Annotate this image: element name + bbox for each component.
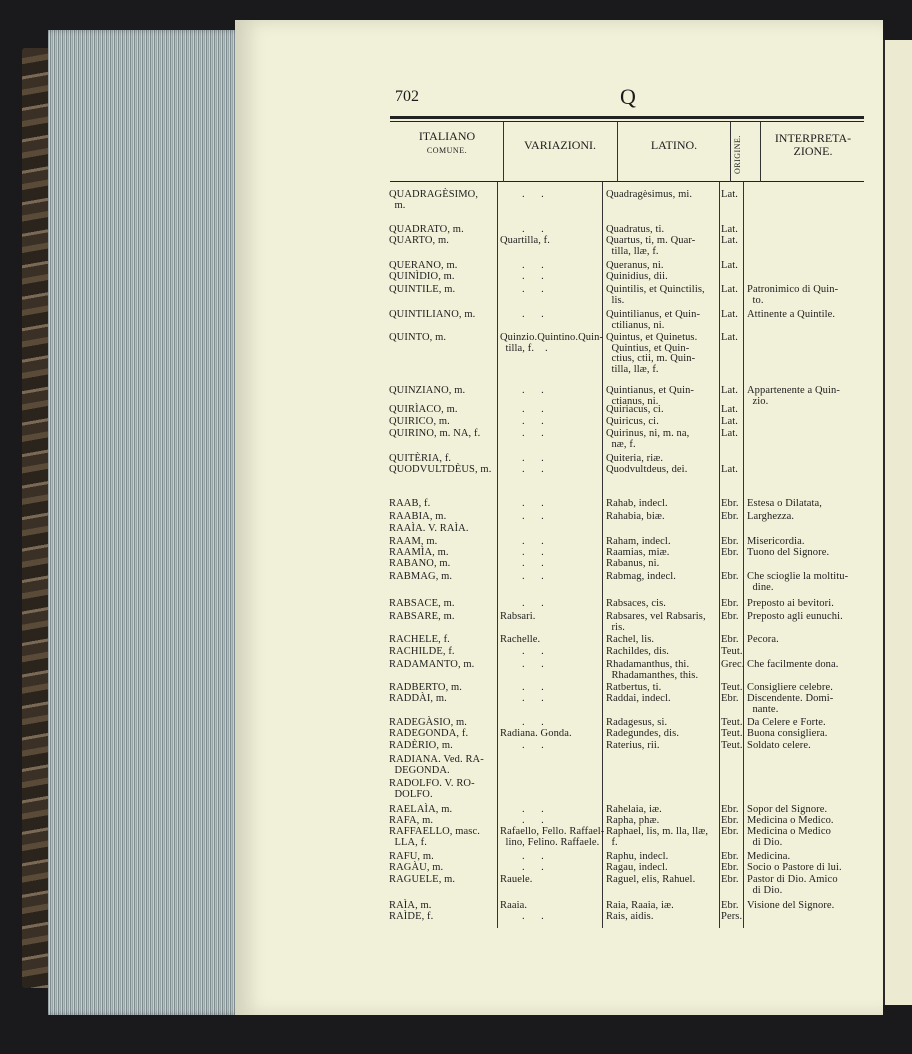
entry-interpretation: Estesa o Dilatata, [747,498,822,509]
entry-variation: Rafaello, Fello. Raffael- lino, Felino. Raffaele. [500,826,605,848]
entry-italian-name: RAÌDE, f. [389,911,434,922]
entry-origin: Ebr. [721,804,739,815]
entry-origin: Ebr. [721,874,739,885]
entry-variation: . . [522,453,544,464]
entry-origin: Teut. [721,646,743,657]
entry-variation: Radiana. Gonda. [500,728,572,739]
entry-latin-name: Quadratus, ti. [606,224,665,235]
header-rule-thick [390,116,864,119]
entry-interpretation: Misericordia. [747,536,805,547]
entry-latin-name: Ragau, indecl. [606,862,668,873]
entry-latin-name: Queranus, ni. [606,260,664,271]
column-divider [503,122,504,182]
entry-italian-name: QUADRATO, m. [389,224,464,235]
entry-italian-name: RADÈRIO, m. [389,740,453,751]
entry-origin: Lat. [721,404,739,415]
entry-origin: Lat. [721,189,739,200]
entry-latin-name: Raham, indecl. [606,536,671,547]
entry-latin-name: Rabsares, vel Rabsaris, ris. [606,611,706,633]
entry-italian-name: RADAMANTO, m. [389,659,475,670]
entry-variation: . . [522,498,544,509]
section-letter: Q [620,84,636,109]
entry-variation: . . [522,911,544,922]
entry-italian-name: RAGÀU, m. [389,862,444,873]
column-header-rule [390,181,864,182]
entry-variation: . . [522,511,544,522]
entry-latin-name: Quirinus, ni, m. na, næ, f. [606,428,690,450]
entry-interpretation: Preposto ai bevitori. [747,598,834,609]
entry-variation: . . [522,309,544,320]
entry-variation: . . [522,682,544,693]
entry-latin-name: Rachildes, dis. [606,646,670,657]
entry-italian-name: RAFA, m. [389,815,434,826]
entry-italian-name: RAÌA, m. [389,900,432,911]
entry-origin: Grec. [721,659,745,670]
entry-origin: Ebr. [721,498,739,509]
entry-origin: Ebr. [721,862,739,873]
entry-latin-name: Quadragèsimus, mi. [606,189,693,200]
header-interpretazione: INTERPRETA- ZIONE. [774,131,852,159]
entry-interpretation: Pecora. [747,634,779,645]
entry-origin: Teut. [721,740,743,751]
facing-page-edge [883,40,912,1005]
entry-italian-name: RAAB, f. [389,498,431,509]
entry-origin: Teut. [721,682,743,693]
entry-italian-name: RAAMÌA, m. [389,547,449,558]
entry-origin: Lat. [721,260,739,271]
column-divider [743,182,744,928]
entry-interpretation: Larghezza. [747,511,795,522]
entry-origin: Ebr. [721,611,739,622]
entry-interpretation: Da Celere e Forte. [747,717,826,728]
entry-variation: . . [522,646,544,657]
entry-latin-name: Raterius, rii. [606,740,660,751]
entry-variation: . . [522,416,544,427]
entry-variation: Raaia. [500,900,528,911]
column-divider [730,122,731,182]
entry-latin-name: Quiteria, riæ. [606,453,664,464]
entry-italian-name: QUINÌDIO, m. [389,271,455,282]
page-number: 702 [395,88,419,105]
column-divider [497,182,498,928]
entry-italian-name: QUIRINO, m. NA, f. [389,428,481,439]
header-origine: ORIGINE. [733,135,742,175]
entry-variation: Rachelle. [500,634,541,645]
entry-variation: . . [522,536,544,547]
entry-italian-name: RADIANA. Ved. RA- DEGONDA. [389,754,484,776]
column-divider [760,122,761,182]
running-head [395,84,865,112]
entry-origin: Lat. [721,416,739,427]
entry-origin: Lat. [721,464,739,475]
entry-variation: Rabsari. [500,611,536,622]
entry-interpretation: Sopor del Signore. [747,804,828,815]
entry-variation: . . [522,428,544,439]
entry-origin: Ebr. [721,900,739,911]
entry-italian-name: RABSACE, m. [389,598,455,609]
entry-interpretation: Medicina o Medico. [747,815,834,826]
entry-variation: Rauele. [500,874,533,885]
entry-latin-name: Quintilis, et Quinctilis, lis. [606,284,705,306]
entry-italian-name: RAFFAELLO, masc. LLA, f. [389,826,480,848]
entry-origin: Ebr. [721,826,739,837]
entry-origin: Lat. [721,284,739,295]
entry-interpretation: Pastor di Dio. Amico di Dio. [747,874,838,896]
entry-italian-name: QUIRÌACO, m. [389,404,458,415]
entry-variation: Quartilla, f. [500,235,550,246]
entry-variation: . . [522,717,544,728]
entry-italian-name: RAAM, m. [389,536,438,547]
entry-origin: Lat. [721,235,739,246]
entry-origin: Ebr. [721,536,739,547]
entry-italian-name: RADEGÀSIO, m. [389,717,468,728]
entry-origin: Lat. [721,224,739,235]
entry-origin: Ebr. [721,815,739,826]
entry-latin-name: Raddai, indecl. [606,693,671,704]
entry-italian-name: RAAÌA. V. RAÌA. [389,523,469,534]
entry-interpretation: Che scioglie la moltitu- dine. [747,571,849,593]
entry-origin: Ebr. [721,693,739,704]
entry-latin-name: Rabanus, ni. [606,558,660,569]
entry-interpretation: Medicina. [747,851,791,862]
header-latino: LATINO. [650,138,698,152]
entry-italian-name: RAELAÌA, m. [389,804,453,815]
entry-interpretation: Soldato celere. [747,740,811,751]
entry-latin-name: Raia, Raaia, iæ. [606,900,674,911]
entry-italian-name: QUINTILIANO, m. [389,309,476,320]
entry-latin-name: Ratbertus, ti. [606,682,662,693]
entry-variation: . . [522,404,544,415]
entry-italian-name: RACHILDE, f. [389,646,455,657]
entry-origin: Pers. [721,911,743,922]
entry-interpretation: Buona consigliera. [747,728,828,739]
header-italiano-label: ITALIANO [418,129,476,143]
entry-interpretation: Patronimico di Quin- to. [747,284,839,306]
entry-origin: Ebr. [721,634,739,645]
header-variazioni: VARIAZIONI. [523,138,597,152]
entry-origin: Ebr. [721,598,739,609]
header-italiano [392,130,502,156]
entry-interpretation: Visione del Signore. [747,900,835,911]
entry-interpretation: Tuono del Signore. [747,547,830,558]
entry-variation: . . [522,598,544,609]
entry-latin-name: Rabmag, indecl. [606,571,677,582]
entry-italian-name: RABANO, m. [389,558,451,569]
entry-latin-name: Quinidius, dii. [606,271,668,282]
entry-interpretation: Socio o Pastore di lui. [747,862,842,873]
entry-italian-name: QUITÈRIA, f. [389,453,452,464]
entry-origin: Teut. [721,728,743,739]
entry-latin-name: Quiricus, ci. [606,416,659,427]
entry-italian-name: RADOLFO. V. RO- DOLFO. [389,778,475,800]
entry-origin: Ebr. [721,511,739,522]
entry-latin-name: Rhadamanthus, thi. Rhadamanthes, this. [606,659,699,681]
entry-variation: . . [522,189,544,200]
entry-italian-name: RAABIA, m. [389,511,447,522]
entry-latin-name: Raguel, elis, Rahuel. [606,874,696,885]
entry-latin-name: Rahelaia, iæ. [606,804,662,815]
entry-italian-name: QUINTILE, m. [389,284,456,295]
entry-italian-name: QUODVULTDÈUS, m. [389,464,492,475]
entry-latin-name: Rachel, lis. [606,634,655,645]
entry-italian-name: QUADRAGÈSIMO, m. [389,189,479,211]
column-divider [617,122,618,182]
entry-italian-name: QUIRICO, m. [389,416,450,427]
entry-italian-name: QUERANO, m. [389,260,458,271]
entry-origin: Ebr. [721,547,739,558]
entry-origin: Lat. [721,428,739,439]
entry-latin-name: Quiriacus, ci. [606,404,664,415]
entry-variation: . . [522,260,544,271]
entry-latin-name: Rapha, phæ. [606,815,660,826]
entry-interpretation: Preposto agli eunuchi. [747,611,843,622]
entry-variation: . . [522,804,544,815]
entry-latin-name: Quodvultdeus, dei. [606,464,688,475]
column-divider [602,182,603,928]
entry-italian-name: QUINZIANO, m. [389,385,466,396]
entry-latin-name: Quintilianus, et Quin- ctilianus, ni. [606,309,701,331]
entry-variation: . . [522,284,544,295]
entry-variation: . . [522,740,544,751]
entry-variation: . . [522,558,544,569]
entry-italian-name: RADBERTO, m. [389,682,463,693]
entry-interpretation: Che facilmente dona. [747,659,839,670]
entry-origin: Lat. [721,309,739,320]
entry-italian-name: RADDÀI, m. [389,693,447,704]
entry-variation: . . [522,851,544,862]
entry-latin-name: Rahab, indecl. [606,498,668,509]
entry-origin: Lat. [721,332,739,343]
entry-italian-name: RABMAG, m. [389,571,453,582]
entry-variation: . . [522,385,544,396]
entry-origin: Teut. [721,717,743,728]
entry-variation: . . [522,815,544,826]
entry-italian-name: RACHELE, f. [389,634,450,645]
entry-italian-name: RAGUELE, m. [389,874,456,885]
header-italiano-sub: COMUNE. [426,146,468,156]
entry-origin: Ebr. [721,571,739,582]
entry-latin-name: Radegundes, dis. [606,728,680,739]
entry-latin-name: Radagesus, si. [606,717,668,728]
column-divider [719,182,720,928]
entry-origin: Lat. [721,385,739,396]
entry-italian-name: RADEGONDA, f. [389,728,469,739]
entry-latin-name: Rabsaces, cis. [606,598,667,609]
page-edges [48,30,248,1015]
entry-variation: . . [522,224,544,235]
entry-interpretation: Appartenente a Quin- zio. [747,385,840,407]
entry-latin-name: Rais, aidis. [606,911,654,922]
entry-variation: Quinzio.Quintino.Quin- tilla, f. . [500,332,604,354]
entry-origin: Ebr. [721,851,739,862]
entry-interpretation: Consigliere celebre. [747,682,833,693]
entry-variation: . . [522,464,544,475]
header-rule-thin [390,121,864,122]
entry-italian-name: RABSARE, m. [389,611,455,622]
entry-variation: . . [522,659,544,670]
entry-latin-name: Quintus, et Quinetus. Quintius, et Quin- ctius, ctii, m. Quin- tilla, llæ, f. [606,332,698,375]
entry-interpretation: Medicina o Medico di Dio. [747,826,831,848]
entry-italian-name: QUINTO, m. [389,332,447,343]
entry-interpretation: Discendente. Domi- nante. [747,693,834,715]
entry-italian-name: RAFU, m. [389,851,434,862]
entry-variation: . . [522,271,544,282]
entry-italian-name: QUARTO, m. [389,235,449,246]
entry-latin-name: Quintianus, et Quin- ctianus, ni. [606,385,695,407]
entry-variation: . . [522,862,544,873]
entry-latin-name: Raamias, miæ. [606,547,670,558]
entry-latin-name: Rahabia, biæ. [606,511,665,522]
entry-latin-name: Raphael, lis, m. lla, llæ, f. [606,826,709,848]
entry-latin-name: Raphu, indecl. [606,851,669,862]
entry-variation: . . [522,571,544,582]
entry-latin-name: Quartus, ti, m. Quar- tilla, llæ, f. [606,235,696,257]
entry-variation: . . [522,693,544,704]
entry-variation: . . [522,547,544,558]
entry-interpretation: Attinente a Quintile. [747,309,836,320]
